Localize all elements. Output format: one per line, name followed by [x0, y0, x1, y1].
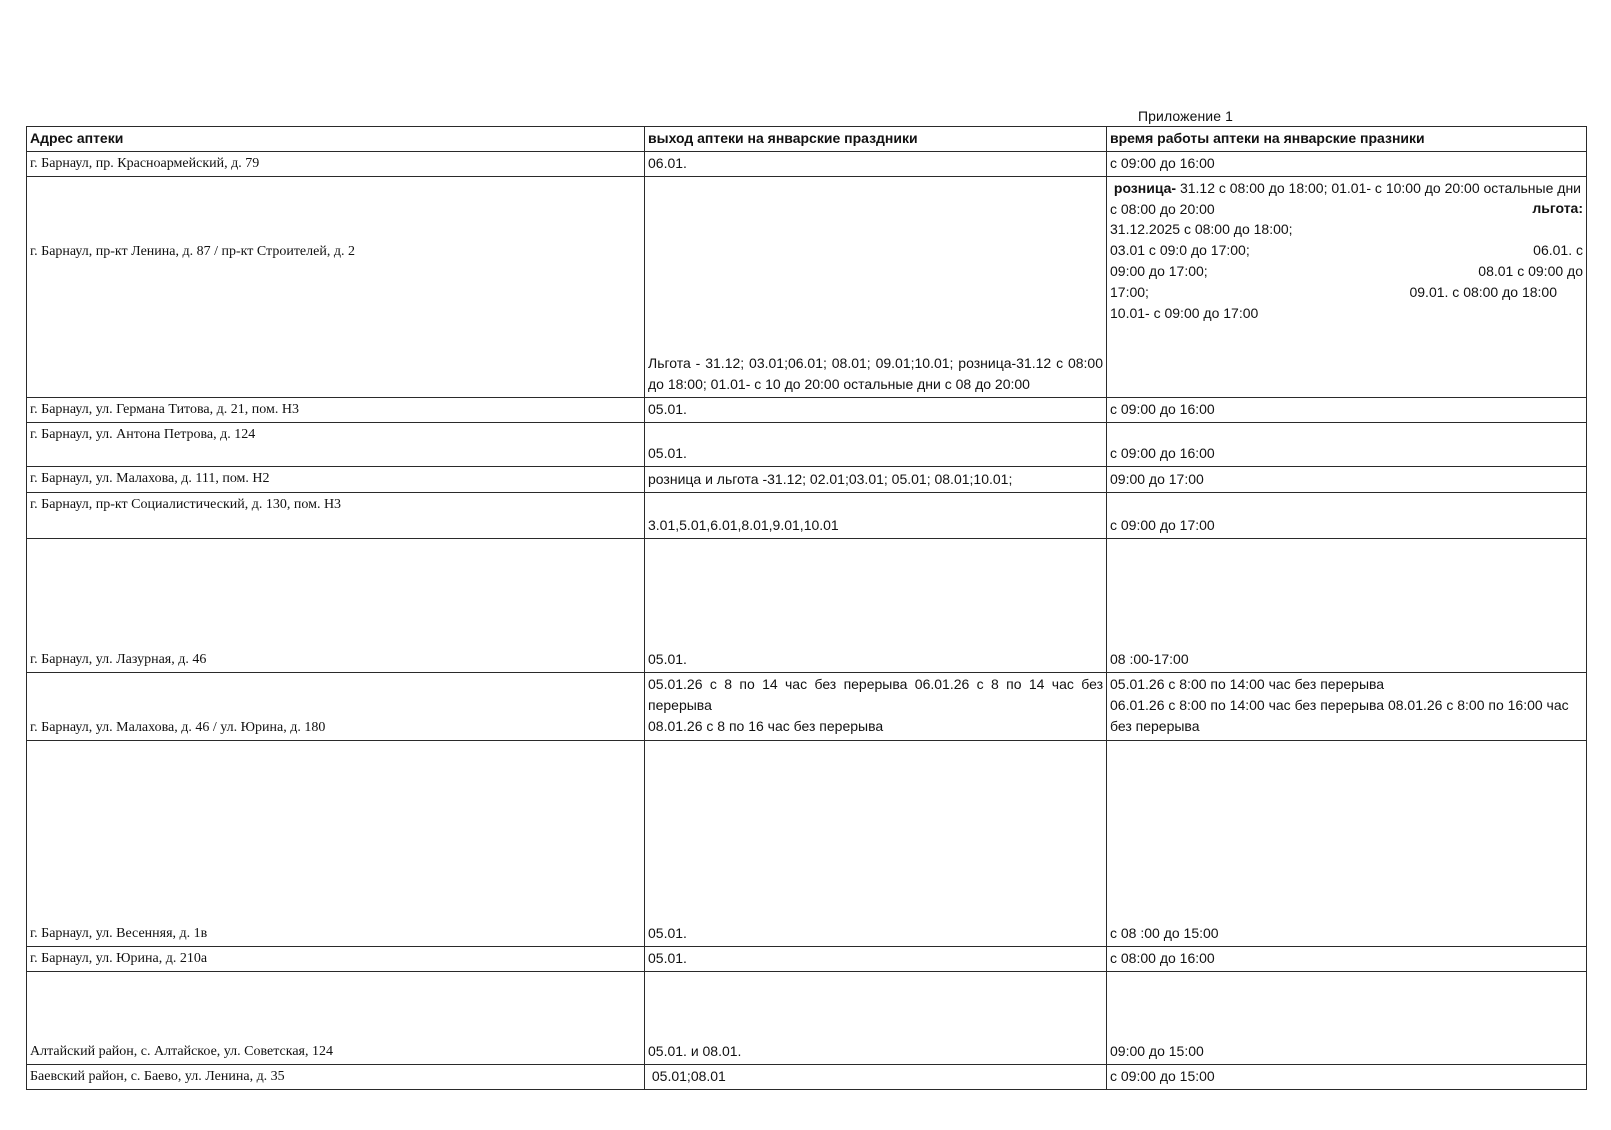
benefit-label: льгота: — [1532, 200, 1583, 216]
holiday-hours: с 09:00 до 16:00 — [1107, 398, 1587, 423]
holiday-hours: 08 :00-17:00 — [1107, 539, 1587, 673]
table-header-row — [27, 127, 1587, 152]
holiday-hours: 09:00 до 17:00 — [1107, 467, 1587, 493]
pharmacy-address: Баевский район, с. Баево, ул. Ленина, д. 35 — [27, 1065, 645, 1090]
benefit-hours-line-2 — [1110, 240, 1583, 261]
pharmacy-address: г. Барнаул, пр-кт Ленина, д. 87 / пр-кт Строителей, д. 2 — [27, 177, 645, 398]
pharmacy-address: г. Барнаул, пр. Красноармейский, д. 79 — [27, 152, 645, 177]
table-row — [27, 467, 1587, 493]
holiday-dates: 06.01. — [645, 152, 1107, 177]
pharmacy-schedule-table — [26, 126, 1587, 1090]
pharmacy-address: г. Барнаул, ул. Весенняя, д. 1в — [27, 741, 645, 947]
column-header-holiday-hours: время работы аптеки на январские празники — [1107, 127, 1587, 152]
holiday-dates: 05.01. и 08.01. — [645, 972, 1107, 1065]
benefit-hours-line-4 — [1110, 282, 1583, 303]
pharmacy-address: г. Барнаул, ул. Малахова, д. 46 / ул. Юрина, д. 180 — [27, 673, 645, 741]
holiday-hours: 05.01.26 с 8:00 по 14:00 час без перерыва 06.01.26 с 8:00 по 14:00 час без перерыва 08.01.26 с 8:00 по 16:00 час без перерыва — [1107, 673, 1587, 741]
holiday-dates: Льгота - 31.12; 03.01;06.01; 08.01; 09.01;10.01; розница-31.12 с 08:00 до 18:00; 01.01- с 10 до 20:00 остальные дни с 08 до 20:00 — [645, 177, 1107, 398]
pharmacy-address: г. Барнаул, ул. Юрина, д. 210а — [27, 947, 645, 972]
holiday-dates: 3.01,5.01,6.01,8.01,9.01,10.01 — [645, 493, 1107, 539]
benefit-hours-0601-start: 06.01. с — [1533, 242, 1583, 258]
holiday-dates: 05.01. — [645, 947, 1107, 972]
holiday-dates: розница и льгота -31.12; 02.01;03.01; 05.01; 08.01;10.01; — [645, 467, 1107, 493]
holiday-dates: 05.01. — [645, 423, 1107, 467]
benefit-hours-0801-end: 17:00; — [1110, 284, 1149, 300]
holiday-hours: с 08 :00 до 15:00 — [1107, 741, 1587, 947]
benefit-hours-line-3 — [1110, 261, 1583, 282]
table-row — [27, 152, 1587, 177]
benefit-hours-0601-end: 09:00 до 17:00; — [1110, 263, 1208, 279]
pharmacy-address: г. Барнаул, ул. Германа Титова, д. 21, пом. Н3 — [27, 398, 645, 423]
benefit-hours-line-5: 10.01- с 09:00 до 17:00 — [1110, 305, 1259, 321]
holiday-hours — [1107, 177, 1587, 398]
benefit-hours-0901: 09.01. с 08:00 до 18:00 — [1409, 284, 1557, 300]
holiday-dates: 05.01. — [645, 741, 1107, 947]
column-header-holiday-dates: выход аптеки на январские праздники — [645, 127, 1107, 152]
pharmacy-address: г. Барнаул, ул. Антона Петрова, д. 124 — [27, 423, 645, 467]
appendix-label: Приложение 1 — [1138, 108, 1233, 124]
table-row — [27, 177, 1587, 398]
table-row — [27, 673, 1587, 741]
table-row — [27, 398, 1587, 423]
benefit-hours-0301: 03.01 с 09:0 до 17:00; — [1110, 242, 1250, 258]
holiday-hours: с 09:00 до 16:00 — [1107, 423, 1587, 467]
holiday-dates: 05.01;08.01 — [645, 1065, 1107, 1090]
holiday-dates: 05.01. — [645, 398, 1107, 423]
holiday-hours: с 09:00 до 15:00 — [1107, 1065, 1587, 1090]
holiday-dates: 05.01.26 с 8 по 14 час без перерыва 06.01.26 с 8 по 14 час без перерыва 08.01.26 с 8 по 16 час без перерыва — [645, 673, 1107, 741]
pharmacy-address: г. Барнаул, ул. Малахова, д. 111, пом. Н2 — [27, 467, 645, 493]
holiday-hours: с 08:00 до 16:00 — [1107, 947, 1587, 972]
pharmacy-address: Алтайский район, с. Алтайское, ул. Советская, 124 — [27, 972, 645, 1065]
table-row — [27, 423, 1587, 467]
retail-label: розница- — [1113, 180, 1177, 196]
benefit-hours-line-1: 31.12.2025 с 08:00 до 18:00; — [1110, 221, 1293, 237]
table-row — [27, 741, 1587, 947]
holiday-dates: 05.01. — [645, 539, 1107, 673]
retail-hours-text: 31.12 с 08:00 до 18:00; 01.01- с 10:00 до 20:00 остальные дни с 08:00 до 20:00 — [1110, 180, 1581, 217]
holiday-hours: с 09:00 до 16:00 — [1107, 152, 1587, 177]
table-row — [27, 539, 1587, 673]
table-row — [27, 947, 1587, 972]
table-row — [27, 1065, 1587, 1090]
table-row — [27, 493, 1587, 539]
column-header-address: Адрес аптеки — [27, 127, 645, 152]
holiday-hours: с 09:00 до 17:00 — [1107, 493, 1587, 539]
pharmacy-address: г. Барнаул, ул. Лазурная, д. 46 — [27, 539, 645, 673]
holiday-hours: 09:00 до 15:00 — [1107, 972, 1587, 1065]
pharmacy-address: г. Барнаул, пр-кт Социалистический, д. 130, пом. Н3 — [27, 493, 645, 539]
table-row — [27, 972, 1587, 1065]
benefit-hours-0801-start: 08.01 с 09:00 до — [1478, 263, 1583, 279]
